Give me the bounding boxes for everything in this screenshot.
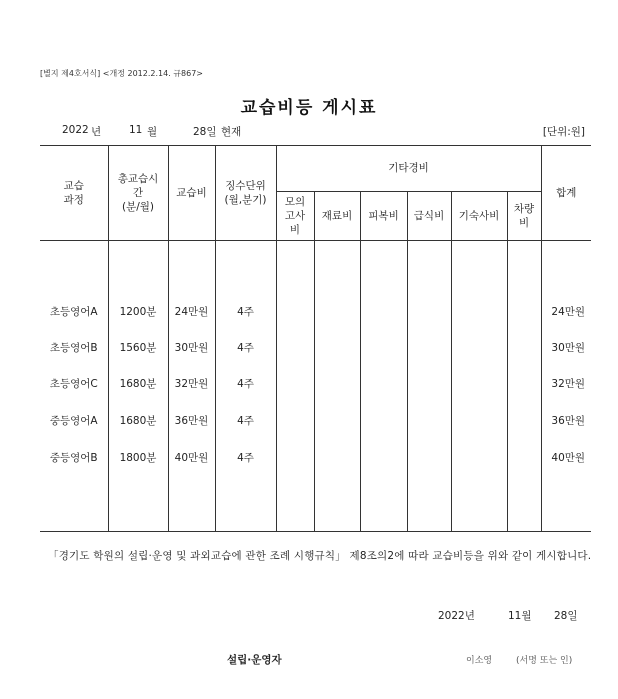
posting-year: 2022: [62, 124, 89, 136]
tuition-cell: 24만원: [168, 295, 215, 331]
header-total: 합계: [541, 146, 591, 241]
header-course: 교습 과정: [40, 146, 108, 241]
total-cell: 36만원: [541, 403, 591, 441]
unit-label: [단위:원]: [542, 126, 585, 138]
table-row: [40, 295, 591, 331]
form-number: [별지 제4호서식] <개정 2012.2.14. 규867>: [40, 69, 203, 78]
table-row: [40, 367, 591, 403]
total-cell: 30만원: [541, 331, 591, 367]
tuition-cell: 30만원: [168, 331, 215, 367]
header-tuition: 교습비: [168, 146, 215, 241]
posting-month-unit: 월: [147, 126, 158, 138]
header-meal-fee: 급식비: [407, 192, 451, 241]
total-cell: 32만원: [541, 367, 591, 403]
signatory-title: 설립·운영자: [227, 654, 282, 666]
posting-day: 28일: [193, 126, 217, 138]
posting-year-unit: 년: [91, 126, 102, 138]
notice-text: 「경기도 학원의 설립·운영 및 과외교습에 관한 조례 시행규칙」 제8조의2에 따라 교습비등을 위와 같이 게시합니다.: [48, 550, 592, 562]
sign-day: 28일: [554, 610, 578, 622]
posting-suffix: 현재: [221, 126, 242, 138]
header-vehicle-fee: 차량 비: [507, 192, 541, 241]
signature-note: (서명 또는 인): [516, 656, 573, 666]
sign-month: 11월: [508, 610, 532, 622]
table-row: [40, 441, 591, 477]
hours-cell: 1680분: [108, 367, 168, 403]
hours-cell: 1800분: [108, 441, 168, 477]
tuition-cell: 36만원: [168, 403, 215, 441]
period-cell: 4주: [215, 331, 276, 367]
total-cell: 24만원: [541, 295, 591, 331]
hours-cell: 1560분: [108, 331, 168, 367]
hours-cell: 1200분: [108, 295, 168, 331]
course-cell: 초등영어C: [40, 367, 108, 403]
total-cell: 40만원: [541, 441, 591, 477]
tuition-cell: 32만원: [168, 367, 215, 403]
course-cell: 초등영어A: [40, 295, 108, 331]
header-mock-exam-fee: 모의 고사 비: [276, 192, 314, 241]
header-material-fee: 재료비: [314, 192, 360, 241]
period-cell: 4주: [215, 403, 276, 441]
table-row: [40, 403, 591, 441]
posting-month: 11: [129, 124, 143, 136]
header-dormitory-fee: 기숙사비: [451, 192, 507, 241]
period-cell: 4주: [215, 367, 276, 403]
header-total-hours: 총교습시 간 (분/월): [108, 146, 168, 241]
hours-cell: 1680분: [108, 403, 168, 441]
table-row: [40, 331, 591, 367]
course-cell: 초등영어B: [40, 331, 108, 367]
tuition-cell: 40만원: [168, 441, 215, 477]
sign-year: 2022년: [438, 610, 475, 622]
period-cell: 4주: [215, 441, 276, 477]
page-title: 교습비등 게시표: [240, 98, 378, 118]
header-period: 징수단위 (월,분기): [215, 146, 276, 241]
course-cell: 중등영어A: [40, 403, 108, 441]
header-clothing-fee: 피복비: [360, 192, 407, 241]
period-cell: 4주: [215, 295, 276, 331]
fee-table: [40, 145, 591, 532]
course-cell: 중등영어B: [40, 441, 108, 477]
signatory-name: 이소영: [466, 656, 493, 666]
header-other-fees: 기타경비: [276, 146, 541, 192]
